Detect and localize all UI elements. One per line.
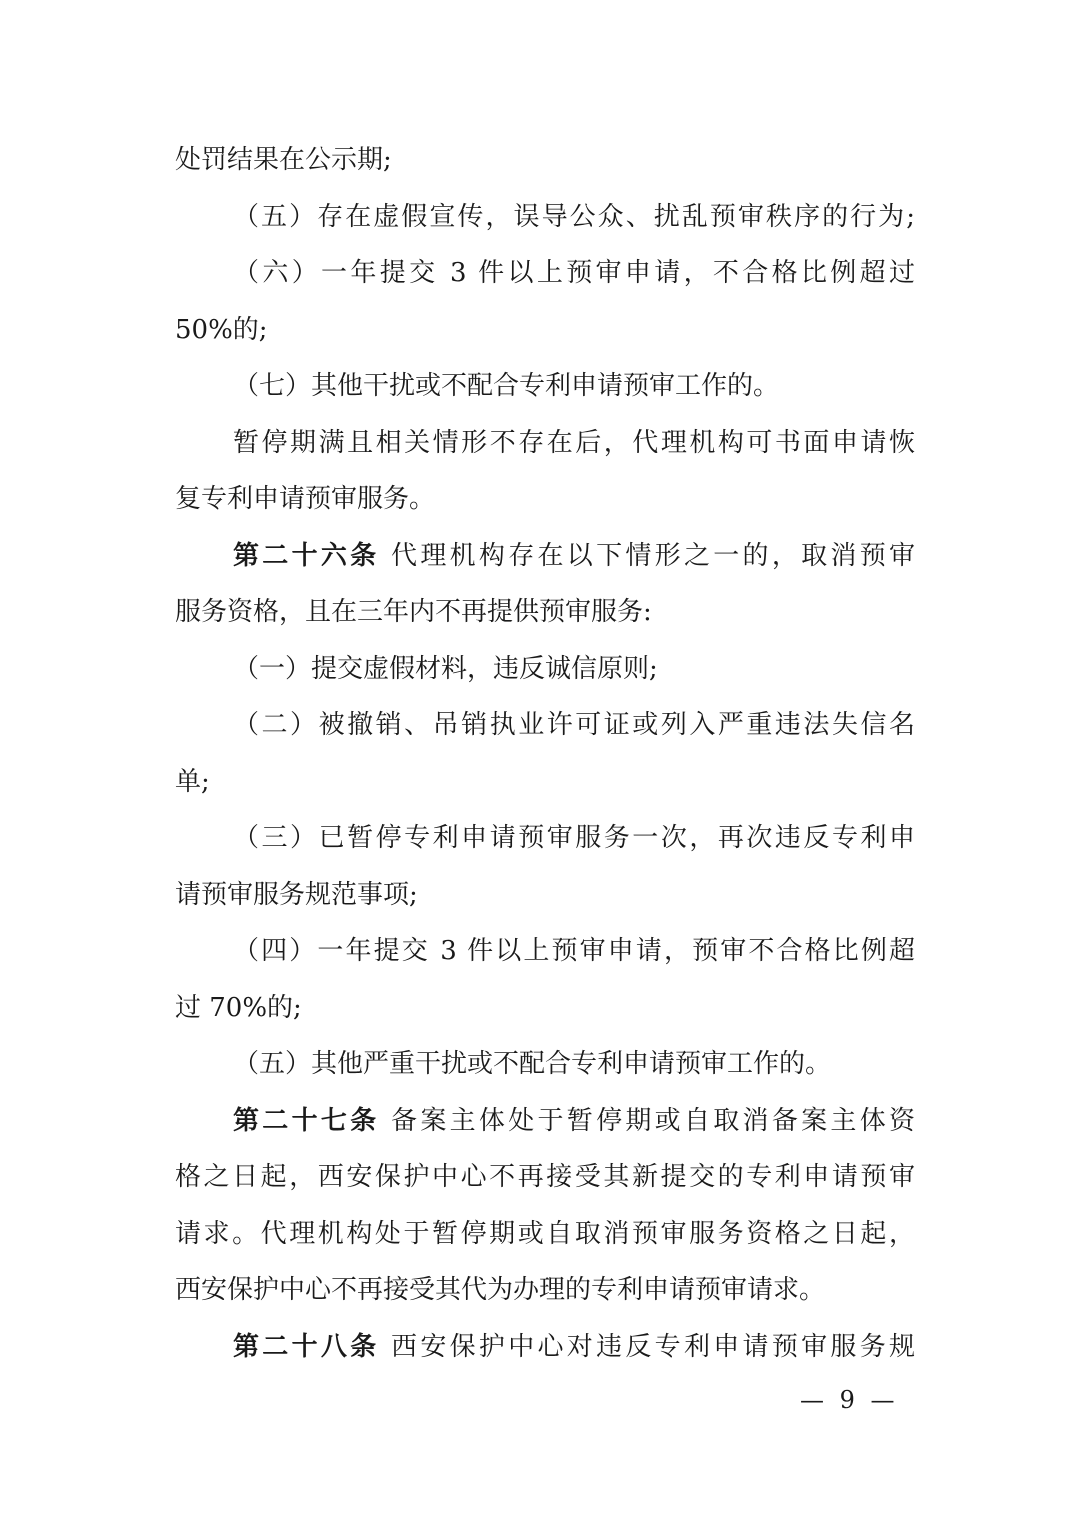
text-line: [175, 1212, 915, 1269]
text-line: [175, 816, 915, 873]
line-text: 西安保护中心对违反专利申请预审服务规: [379, 1331, 915, 1362]
text-line: [175, 195, 915, 252]
text-line: [175, 760, 915, 817]
text-line: [175, 873, 915, 930]
line-text: 服务资格，且在三年内不再提供预审服务:: [175, 597, 652, 627]
line-text: 单;: [175, 766, 210, 797]
line-text: 暂停期满且相关情形不存在后，代理机构可书面申请恢: [233, 427, 915, 458]
line-text: 处罚结果在公示期;: [175, 145, 392, 175]
article-heading: 第二十八条: [233, 1331, 380, 1362]
text-line: [175, 421, 915, 478]
text-line: [175, 1099, 915, 1156]
text-line: [175, 1042, 915, 1099]
line-text: 复专利申请预审服务。: [175, 484, 436, 514]
document-body: [175, 138, 915, 1381]
text-line: [175, 251, 915, 308]
line-text: （二）被撤销、吊销执业许可证或列入严重违法失信名: [233, 710, 915, 740]
line-text: （一）提交虚假材料，违反诚信原则;: [233, 653, 658, 684]
line-text: 请预审服务规范事项;: [175, 879, 418, 910]
line-text: 50%的;: [175, 314, 268, 345]
line-text: 备案主体处于暂停期或自取消备案主体资: [379, 1105, 915, 1136]
text-line: [175, 477, 915, 534]
text-line: [175, 929, 915, 986]
line-text: （六）一年提交 3 件以上预审申请，不合格比例超过: [233, 258, 915, 288]
line-text: （五）其他严重干扰或不配合专利申请预审工作的。: [233, 1049, 832, 1079]
line-text: （七）其他干扰或不配合专利申请预审工作的。: [233, 371, 780, 401]
text-line: [175, 590, 915, 647]
line-text: 请求。代理机构处于暂停期或自取消预审服务资格之日起，: [175, 1218, 915, 1249]
line-text: 格之日起，西安保护中心不再接受其新提交的专利申请预审: [175, 1162, 915, 1192]
text-line: [175, 1155, 915, 1212]
text-line: [175, 1325, 915, 1382]
line-text: 代理机构存在以下情形之一的，取消预审: [379, 540, 915, 571]
page-number: — 9 —: [800, 1386, 899, 1414]
line-text: （三）已暂停专利申请预审服务一次，再次违反专利申: [233, 823, 915, 853]
line-text: （四）一年提交 3 件以上预审申请，预审不合格比例超: [233, 936, 915, 966]
article-heading: 第二十六条: [233, 540, 380, 571]
text-line: [175, 703, 915, 760]
text-line: [175, 364, 915, 421]
text-line: [175, 1268, 915, 1325]
line-text: 过 70%的;: [175, 992, 302, 1023]
text-line: [175, 647, 915, 704]
line-text: 西安保护中心不再接受其代为办理的专利申请预审请求。: [175, 1275, 826, 1305]
article-heading: 第二十七条: [233, 1105, 380, 1136]
text-line: [175, 138, 915, 195]
text-line: [175, 308, 915, 365]
line-text: （五）存在虚假宣传，误导公众、扰乱预审秩序的行为;: [233, 201, 915, 232]
text-line: [175, 986, 915, 1043]
text-line: [175, 534, 915, 591]
